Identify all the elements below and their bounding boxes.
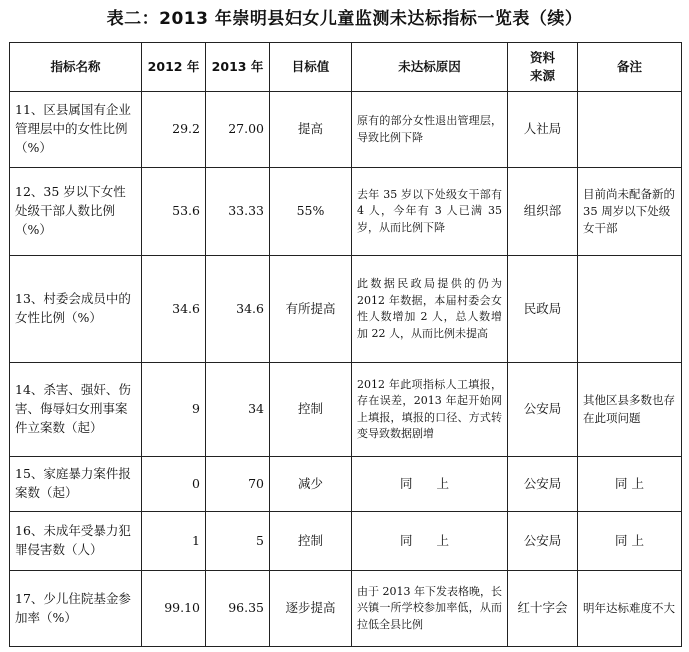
table-row: [10, 168, 682, 256]
cell-target: 逐步提高: [270, 571, 352, 647]
cell-note: 同 上: [578, 512, 682, 571]
header-row: [10, 43, 682, 92]
cell-2012: 0: [142, 457, 206, 512]
cell-target: 减少: [270, 457, 352, 512]
cell-reason: 由于 2013 年下发表格晚，长兴镇一所学校参加率低，从而拉低全县比例: [352, 571, 508, 647]
table-row: [10, 571, 682, 647]
cell-reason: 同 上: [352, 512, 508, 571]
table-row: [10, 92, 682, 168]
cell-2013: 33.33: [206, 168, 270, 256]
cell-source: 民政局: [508, 256, 578, 363]
cell-indicator: 17、少儿住院基金参加率（%）: [10, 571, 142, 647]
col-header-indicator: 指标名称: [10, 43, 142, 92]
cell-source: 组织部: [508, 168, 578, 256]
cell-indicator: 16、未成年受暴力犯罪侵害数（人）: [10, 512, 142, 571]
indicator-table: [9, 42, 682, 647]
cell-2013: 27.00: [206, 92, 270, 168]
table-row: [10, 512, 682, 571]
cell-source: 公安局: [508, 512, 578, 571]
col-header-2012: 2012 年: [142, 43, 206, 92]
cell-reason: 原有的部分女性退出管理层，导致比例下降: [352, 92, 508, 168]
cell-2012: 99.10: [142, 571, 206, 647]
cell-target: 提高: [270, 92, 352, 168]
cell-reason: 2012 年此项指标人工填报，存在误差，2013 年起开始网上填报，填报的口径、方式转变导致数据剧增: [352, 363, 508, 457]
cell-2012: 1: [142, 512, 206, 571]
cell-note: 明年达标难度不大: [578, 571, 682, 647]
cell-source: 人社局: [508, 92, 578, 168]
col-header-2013: 2013 年: [206, 43, 270, 92]
table-row: [10, 363, 682, 457]
cell-2013: 5: [206, 512, 270, 571]
col-header-source-line2: 来源: [529, 68, 555, 83]
cell-target: 55%: [270, 168, 352, 256]
cell-note: [578, 92, 682, 168]
cell-target: 有所提高: [270, 256, 352, 363]
cell-source: 红十字会: [508, 571, 578, 647]
cell-2013: 70: [206, 457, 270, 512]
cell-note: 其他区县多数也存在此项问题: [578, 363, 682, 457]
cell-indicator: 13、村委会成员中的女性比例（%）: [10, 256, 142, 363]
cell-2013: 96.35: [206, 571, 270, 647]
cell-source: 公安局: [508, 457, 578, 512]
cell-note: [578, 256, 682, 363]
col-header-target: 目标值: [270, 43, 352, 92]
table-row: [10, 457, 682, 512]
cell-target: 控制: [270, 363, 352, 457]
cell-indicator: 14、杀害、强奸、伤害、侮辱妇女刑事案件立案数（起）: [10, 363, 142, 457]
cell-target: 控制: [270, 512, 352, 571]
cell-source: 公安局: [508, 363, 578, 457]
col-header-note: 备注: [578, 43, 682, 92]
col-header-reason: 未达标原因: [352, 43, 508, 92]
cell-2012: 9: [142, 363, 206, 457]
cell-indicator: 11、区县属国有企业管理层中的女性比例（%）: [10, 92, 142, 168]
col-header-source-line1: 资料: [529, 49, 555, 65]
cell-2012: 34.6: [142, 256, 206, 363]
cell-reason: 同 上: [352, 457, 508, 512]
cell-note: 同 上: [578, 457, 682, 512]
cell-note: 目前尚未配备新的 35 周岁以下处级女干部: [578, 168, 682, 256]
cell-reason: 此数据民政局提供的仍为 2012 年数据，本届村委会女性人数增加 2 人，总人数增加 22 人，从而比例未提高: [352, 256, 508, 363]
cell-2012: 53.6: [142, 168, 206, 256]
cell-2013: 34: [206, 363, 270, 457]
cell-reason: 去年 35 岁以下处级女干部有 4 人，今年有 3 人已满 35 岁，从而比例下降: [352, 168, 508, 256]
cell-2012: 29.2: [142, 92, 206, 168]
table-row: [10, 256, 682, 363]
col-header-source: [508, 43, 578, 92]
cell-indicator: 15、家庭暴力案件报案数（起）: [10, 457, 142, 512]
page-title: 表二：2013 年崇明县妇女儿童监测未达标指标一览表（续）: [106, 9, 583, 29]
cell-2013: 34.6: [206, 256, 270, 363]
cell-indicator: 12、35 岁以下女性处级干部人数比例（%）: [10, 168, 142, 256]
